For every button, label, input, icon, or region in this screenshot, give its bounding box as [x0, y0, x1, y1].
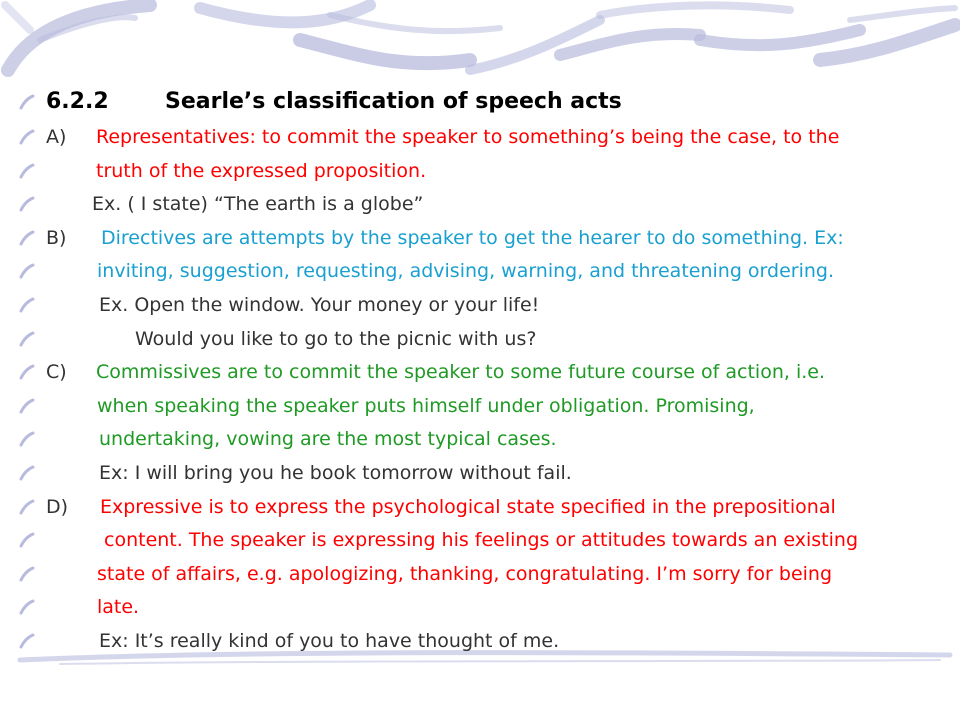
- line-prefix: B): [46, 226, 67, 249]
- line-prefix: C): [46, 361, 67, 384]
- body-line: [0, 625, 960, 657]
- brush-bullet-icon: [18, 363, 36, 381]
- body-line: [0, 289, 960, 321]
- body-line: [0, 491, 960, 523]
- line-prefix: A): [46, 126, 67, 148]
- brush-bullet-icon: [18, 195, 36, 213]
- brush-bullet-icon: [18, 430, 36, 448]
- body-line: [0, 591, 960, 623]
- body-line: [0, 155, 960, 187]
- slide-title: Searle’s classification of speech acts: [165, 89, 622, 114]
- brush-bullet-icon: [18, 464, 36, 482]
- brush-bullet-icon: [18, 93, 36, 111]
- brush-bullet-icon: [18, 397, 36, 415]
- body-line: [0, 356, 960, 388]
- slide-title-row: [0, 86, 960, 118]
- body-line: [0, 222, 960, 254]
- brush-bullet-icon: [18, 262, 36, 280]
- brush-bullet-icon: [18, 565, 36, 583]
- body-line: [0, 558, 960, 590]
- brush-bullet-icon: [18, 531, 36, 549]
- line-text: Ex: It’s really kind of you to have thought of me.: [99, 630, 560, 652]
- brush-bullet-icon: [18, 598, 36, 616]
- line-text: state of affairs, e.g. apologizing, thanking, congratulating. I’m sorry for being: [97, 562, 833, 585]
- line-text: Would you like to go to the picnic with us?: [135, 327, 537, 350]
- line-text: truth of the expressed proposition.: [96, 159, 427, 182]
- brush-bullet-icon: [18, 128, 36, 146]
- body-line: [0, 121, 960, 153]
- brush-bullet-icon: [18, 162, 36, 180]
- line-text: late.: [97, 596, 140, 619]
- line-text: Commissives are to commit the speaker to some future course of action, i.e.: [96, 361, 825, 384]
- line-text: inviting, suggestion, requesting, advising, warning, and threatening ordering.: [97, 260, 835, 283]
- body-line: [0, 255, 960, 287]
- body-line: [0, 188, 960, 220]
- brush-bullet-icon: [18, 296, 36, 314]
- body-line: [0, 524, 960, 556]
- brush-bullet-icon: [18, 498, 36, 516]
- section-number: 6.2.2: [46, 89, 109, 114]
- line-prefix: D): [46, 495, 69, 518]
- body-line: [0, 423, 960, 455]
- line-text: Directives are attempts by the speaker to get the hearer to do something. Ex:: [101, 226, 844, 249]
- brush-bullet-icon: [18, 229, 36, 247]
- line-text: Representatives: to commit the speaker to something’s being the case, to the: [96, 126, 840, 148]
- line-text: undertaking, vowing are the most typical cases.: [99, 428, 557, 451]
- line-text: content. The speaker is expressing his feelings or attitudes towards an existing: [104, 529, 859, 552]
- body-line: [0, 390, 960, 422]
- brush-bullet-icon: [18, 330, 36, 348]
- line-text: when speaking the speaker puts himself under obligation. Promising,: [97, 394, 755, 417]
- brush-bullet-icon: [18, 632, 36, 650]
- line-text: Expressive is to express the psychological state specified in the prepositional: [100, 495, 836, 518]
- line-text: Ex. Open the window. Your money or your life!: [99, 294, 540, 316]
- body-line: [0, 323, 960, 355]
- line-text: Ex: I will bring you he book tomorrow without fail.: [99, 462, 572, 484]
- body-line: [0, 457, 960, 489]
- line-text: Ex. ( I state) “The earth is a globe”: [92, 193, 424, 216]
